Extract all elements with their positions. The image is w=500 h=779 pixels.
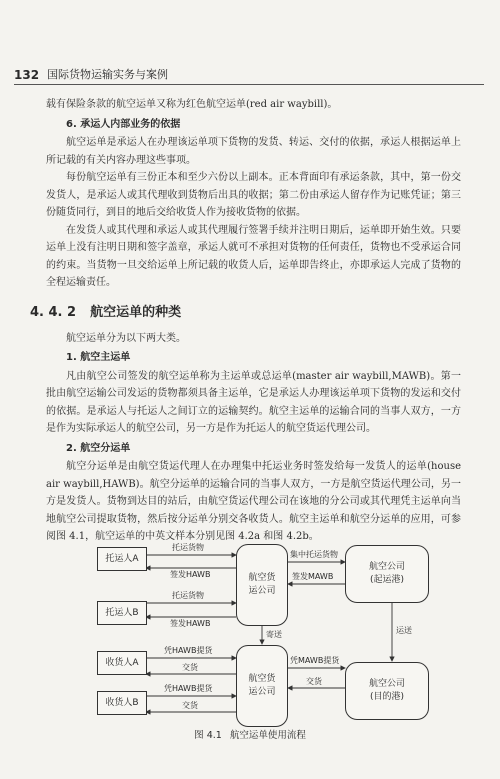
- label-issue-mawb: 签发MAWB: [292, 572, 334, 581]
- paragraph: 航空分运单是由航空货运代理人在办理集中托运业务时签发给每一发货人的运单(house air waybill,HAWB)。航空分运单的运输合同的当事人双方，一方是航空货运代理公司，另一方是发货人。货物到达目的站后，由航空货运代理公司在该地的分公司或其代理凭主运单向当地航空公司提取货物，然后按分运单分别交各收货人。航空主运单和航空分运单的应用，可参阅图 4.1，航空运单的中英文样本分别见图 4.2a 和图 4.2b。: [46, 461, 461, 542]
- agent-origin-box: 航空货 运公司: [236, 544, 288, 626]
- label-issue-hawb-a: 签发HAWB: [170, 570, 211, 579]
- figure-title: 航空运单使用流程: [229, 730, 306, 741]
- airline-dest-box: 航空公司 (目的港): [345, 662, 429, 720]
- label-hawb-pickup-a: 凭HAWB提货: [164, 646, 213, 655]
- page-number: 132: [14, 68, 40, 82]
- label-issue-hawb-b: 签发HAWB: [170, 619, 211, 628]
- subheading: 6. 承运人内部业务的依据: [66, 118, 181, 130]
- section-number: 4. 4. 2: [30, 304, 77, 320]
- figure-number: 图 4.1: [194, 730, 222, 741]
- paragraph: 航空运单分为以下两大类。: [66, 332, 186, 344]
- subheading: 1. 航空主运单: [66, 352, 131, 363]
- section-title: 航空运单的种类: [90, 304, 182, 320]
- label-mawb-pickup: 凭MAWB提货: [290, 656, 340, 665]
- shipper-b-box: 托运人B: [97, 601, 147, 625]
- consignee-b-box: 收货人B: [97, 691, 147, 715]
- paragraph: 凡由航空公司签发的航空运单称为主运单或总运单(master air waybill,MAWB)。第一批由航空运输公司发运的货物都须具备主运单，它是承运人办理该运单项下货物的发运和交付的依据。是承运人与托运人之间订立的运输契约。航空主运单的运输合同的当事人双方，一方是作为实际承运人的航空公司，另一方是作为托运人的航空货运代理公司。: [46, 370, 461, 434]
- label-consign-a: 托运货物: [172, 543, 204, 552]
- consignee-a-box: 收货人A: [97, 651, 147, 675]
- paragraph: 航空运单是承运人在办理该运单项下货物的发货、转运、交付的依据，承运人根据运单上所记载的有关内容办理这些事项。: [46, 137, 461, 166]
- flow-diagram: [92, 540, 452, 730]
- label-transport: 运送: [396, 626, 412, 635]
- paragraph: 在发货人或其代理和承运人或其代理履行签署手续并注明日期后，运单即开始生效。只要运单上没有注明日期和签字盖章，承运人就可不承担对货物的任何责任，货物也不受承运合同的约束。当货物一旦交给运单上所记载的收货人后，运单即告终止，亦即承运人完成了货物的全程运输责任。: [46, 224, 461, 288]
- subheading: 2. 航空分运单: [66, 442, 131, 454]
- section-heading: [30, 303, 461, 323]
- figure-caption: [0, 727, 500, 741]
- label-deliver-c: 交货: [306, 677, 322, 686]
- label-consign-b: 托运货物: [172, 591, 204, 600]
- label-deliver-b: 交货: [182, 701, 198, 710]
- label-mail: 寄送: [266, 630, 282, 639]
- page-header: [14, 62, 484, 85]
- paragraph: 载有保险条款的航空运单又称为红色航空运单(red air waybill)。: [46, 99, 338, 110]
- shipper-a-box: 托运人A: [97, 547, 147, 571]
- label-consolidated: 集中托运货物: [290, 550, 338, 559]
- label-hawb-pickup-b: 凭HAWB提货: [164, 684, 213, 693]
- airline-origin-box: 航空公司 (起运港): [345, 545, 429, 603]
- paragraph: 每份航空运单有三份正本和至少六份以上副本。正本背面印有承运条款，其中，第一份交发货人，是承运人或其代理收到货物后出具的收据；第二份由承运人留存作为记账凭证；第三份随货同行，到目的地后交给收货人作为接收货物的依据。: [46, 172, 461, 218]
- agent-dest-box: 航空货 运公司: [236, 645, 288, 727]
- label-deliver-a: 交货: [182, 663, 198, 672]
- book-title: 国际货物运输实务与案例: [47, 68, 169, 81]
- body-text: [30, 96, 461, 546]
